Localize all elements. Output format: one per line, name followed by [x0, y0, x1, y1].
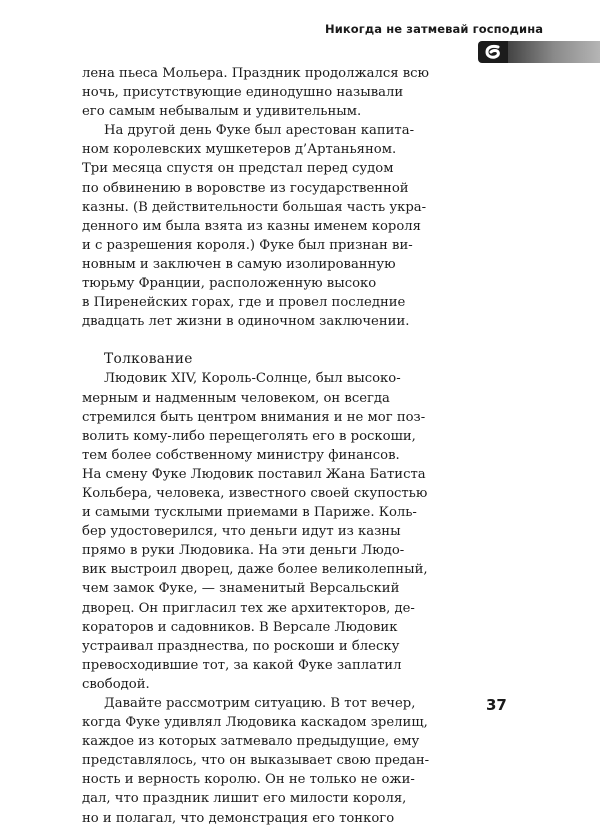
text-line: превосходившие тот, за какой Фуке заплатил	[82, 657, 402, 673]
text-line: его самым небывалым и удивительным.	[82, 104, 362, 120]
text-line: прямо в руки Людовика. На эти деньги Людо-	[82, 543, 405, 559]
text-line: Давайте рассмотрим ситуацию. В тот вечер,	[104, 696, 416, 711]
paragraph-2	[82, 121, 486, 331]
text-line: ность и верность королю. Он не только не ожи-	[82, 772, 415, 788]
chapter-mark-glyph	[483, 44, 505, 60]
text-line: когда Фуке удивлял Людовика каскадом зрелищ,	[82, 715, 428, 731]
text-line: и самыми тусклыми приемами в Париже. Коль-	[82, 505, 417, 521]
text-line: но и полагал, что демонстрация его тонкого	[82, 810, 395, 826]
page-number: 37	[486, 696, 507, 714]
text-line: Три месяца спустя он предстал перед судом	[82, 161, 394, 177]
text-line: тюрьму Франции, расположенную высоко	[82, 276, 377, 292]
text-line: свободой.	[82, 676, 150, 692]
text-line: чем замок Фуке, — знаменитый Версальский	[82, 581, 400, 597]
text-line: двадцать лет жизни в одиночном заключении.	[82, 314, 410, 330]
paragraph-4	[82, 694, 486, 828]
text-line: дворец. Он пригласил тех же архитекторов, де-	[82, 600, 415, 616]
text-line: лена пьеса Мольера. Праздник продолжался всю	[82, 66, 430, 81]
text-line: в Пиренейских горах, где и провел последние	[82, 295, 406, 311]
text-line: и с разрешения короля.) Фуке был признан ви-	[82, 237, 413, 253]
text-line: мерным и надменным человеком, он всегда	[82, 390, 390, 406]
paragraph-3	[82, 369, 486, 694]
paragraph-1	[82, 64, 486, 121]
chapter-mark-icon	[483, 44, 505, 60]
text-line: новным и заключен в самую изолированную	[82, 256, 396, 272]
text-line: кораторов и садовников. В Версале Людовик	[82, 619, 398, 635]
text-line: вик выстроил дворец, даже более великолепный,	[82, 562, 428, 578]
text-line: На смену Фуке Людовик поставил Жана Батиста	[82, 466, 426, 482]
text-line: каждое из которых затмевало предыдущие, ему	[82, 734, 420, 750]
text-line: тем более собственному министру финансов.	[82, 447, 400, 463]
running-header-title: Никогда не затмевай господина	[325, 22, 544, 36]
text-line: устраивал празднества, по роскоши и блеску	[82, 638, 400, 654]
text-line: по обвинению в воровстве из государственной	[82, 180, 409, 196]
text-line: ночь, присутствующие единодушно называли	[82, 85, 404, 101]
body-text	[82, 64, 486, 828]
text-line: дал, что праздник лишит его милости короля,	[82, 791, 407, 807]
text-line: Кольбера, человека, известного своей скупостью	[82, 485, 428, 501]
section-heading: Толкование	[104, 351, 193, 368]
text-line: денного им была взята из казны именем короля	[82, 218, 421, 234]
text-line: казны. (В действительности большая часть укра-	[82, 199, 427, 215]
text-line: волить кому-либо перещеголять его в роскоши,	[82, 428, 416, 444]
text-line: стремился быть центром внимания и не мог поз-	[82, 409, 426, 425]
text-line: ном королевских мушкетеров д’Артаньяном.	[82, 142, 397, 158]
text-line: бер удостоверился, что деньги идут из казны	[82, 524, 401, 540]
text-line: Людовик XIV, Король-Солнце, был высоко-	[104, 371, 401, 387]
text-line: представлялось, что он выказывает свою предан-	[82, 753, 430, 769]
text-line: На другой день Фуке был арестован капита-	[104, 123, 415, 139]
